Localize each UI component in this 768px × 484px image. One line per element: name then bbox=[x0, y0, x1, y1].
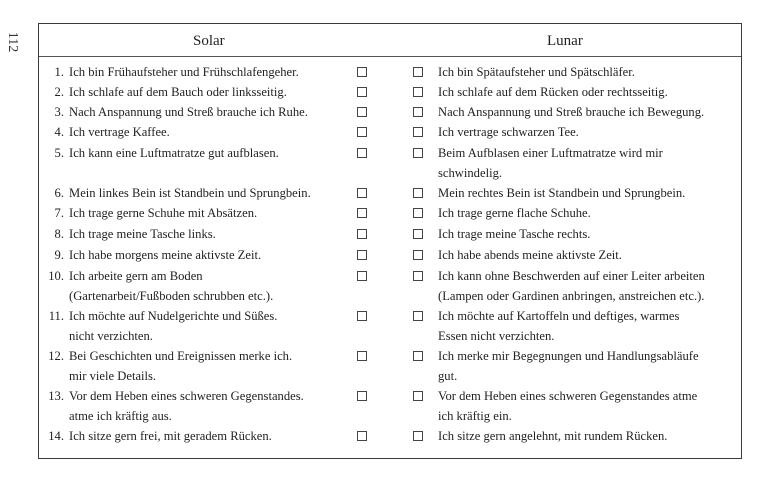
solar-checkbox[interactable] bbox=[357, 250, 367, 260]
lunar-statement bbox=[438, 224, 740, 244]
questionnaire-table bbox=[38, 23, 742, 459]
header-divider bbox=[39, 56, 741, 57]
row-number: 11. bbox=[48, 309, 64, 323]
lunar-statement bbox=[438, 183, 740, 203]
lunar-statement bbox=[438, 266, 740, 306]
row-number: 1. bbox=[54, 65, 64, 79]
row-number: 5. bbox=[54, 146, 64, 160]
lunar-statement-line: Ich trage gerne flache Schuhe. bbox=[438, 206, 591, 220]
solar-checkbox[interactable] bbox=[357, 107, 367, 117]
solar-statement bbox=[69, 346, 361, 386]
lunar-statement-line: Ich schlafe auf dem Rücken oder rechtsseitig. bbox=[438, 85, 668, 99]
lunar-statement-line: Ich vertrage schwarzen Tee. bbox=[438, 125, 579, 139]
lunar-statement-line: Vor dem Heben eines schweren Gegenstandes atme bbox=[438, 389, 698, 403]
lunar-checkbox[interactable] bbox=[413, 148, 423, 158]
lunar-checkbox[interactable] bbox=[413, 229, 423, 239]
row-number: 8. bbox=[54, 227, 64, 241]
lunar-checkbox[interactable] bbox=[413, 127, 423, 137]
lunar-statement-line: schwindelig. bbox=[438, 166, 503, 180]
solar-statement bbox=[69, 386, 361, 426]
lunar-statement bbox=[438, 203, 740, 223]
solar-statement bbox=[69, 203, 361, 223]
solar-statement-line: Ich trage meine Tasche links. bbox=[69, 227, 216, 241]
solar-checkbox[interactable] bbox=[357, 431, 367, 441]
solar-checkbox[interactable] bbox=[357, 67, 367, 77]
solar-statement bbox=[69, 102, 361, 122]
lunar-header: Lunar bbox=[547, 33, 583, 49]
solar-checkbox[interactable] bbox=[357, 188, 367, 198]
solar-statement-line: Mein linkes Bein ist Standbein und Sprungbein. bbox=[69, 186, 311, 200]
lunar-statement-line: Ich möchte auf Kartoffeln und deftiges, warmes bbox=[438, 309, 680, 323]
row-number: 12. bbox=[48, 349, 64, 363]
solar-statement bbox=[69, 266, 361, 306]
lunar-statement-line: Ich merke mir Begegnungen und Handlungsabläufe bbox=[438, 349, 699, 363]
solar-statement bbox=[69, 426, 361, 446]
lunar-checkbox[interactable] bbox=[413, 311, 423, 321]
solar-statement bbox=[69, 224, 361, 244]
solar-statement bbox=[69, 306, 361, 346]
lunar-checkbox[interactable] bbox=[413, 391, 423, 401]
solar-checkbox[interactable] bbox=[357, 351, 367, 361]
lunar-statement bbox=[438, 386, 740, 426]
lunar-checkbox[interactable] bbox=[413, 208, 423, 218]
lunar-statement bbox=[438, 82, 740, 102]
lunar-checkbox[interactable] bbox=[413, 431, 423, 441]
lunar-checkbox[interactable] bbox=[413, 107, 423, 117]
solar-statement-line: Nach Anspannung und Streß brauche ich Ruhe. bbox=[69, 105, 308, 119]
lunar-statement-line: Mein rechtes Bein ist Standbein und Sprungbein. bbox=[438, 186, 686, 200]
row-number: 3. bbox=[54, 105, 64, 119]
lunar-statement bbox=[438, 122, 740, 142]
solar-statement-line: (Gartenarbeit/Fußboden schrubben etc.). bbox=[69, 289, 274, 303]
lunar-statement bbox=[438, 245, 740, 265]
row-number: 7. bbox=[54, 206, 64, 220]
solar-statement-line: Ich sitze gern frei, mit geradem Rücken. bbox=[69, 429, 272, 443]
solar-statement-line: atme ich kräftig aus. bbox=[69, 409, 172, 423]
solar-statement-line: nicht verzichten. bbox=[69, 329, 153, 343]
row-number: 14. bbox=[48, 429, 64, 443]
solar-statement-line: Ich trage gerne Schuhe mit Absätzen. bbox=[69, 206, 258, 220]
solar-checkbox[interactable] bbox=[357, 271, 367, 281]
lunar-statement-line: Ich trage meine Tasche rechts. bbox=[438, 227, 591, 241]
solar-statement-line: Ich vertrage Kaffee. bbox=[69, 125, 170, 139]
row-number: 4. bbox=[54, 125, 64, 139]
solar-statement-line: Ich arbeite gern am Boden bbox=[69, 269, 203, 283]
row-number: 2. bbox=[54, 85, 64, 99]
solar-statement-line: Ich möchte auf Nudelgerichte und Süßes. bbox=[69, 309, 278, 323]
lunar-checkbox[interactable] bbox=[413, 250, 423, 260]
solar-statement-line: Ich schlafe auf dem Bauch oder linksseitig. bbox=[69, 85, 287, 99]
solar-header: Solar bbox=[193, 33, 225, 49]
solar-checkbox[interactable] bbox=[357, 208, 367, 218]
lunar-statement bbox=[438, 306, 740, 346]
lunar-statement-line: ich kräftig ein. bbox=[438, 409, 512, 423]
solar-statement bbox=[69, 183, 361, 203]
lunar-statement-line: Ich habe abends meine aktivste Zeit. bbox=[438, 248, 622, 262]
lunar-statement-line: Essen nicht verzichten. bbox=[438, 329, 555, 343]
solar-statement-line: Ich kann eine Luftmatratze gut aufblasen. bbox=[69, 146, 279, 160]
lunar-statement bbox=[438, 62, 740, 82]
lunar-statement-line: Ich bin Spätaufsteher und Spätschläfer. bbox=[438, 65, 635, 79]
lunar-statement-line: Beim Aufblasen einer Luftmatratze wird mir bbox=[438, 146, 663, 160]
lunar-statement-line: (Lampen oder Gardinen anbringen, anstreichen etc.). bbox=[438, 289, 705, 303]
solar-statement bbox=[69, 82, 361, 102]
lunar-checkbox[interactable] bbox=[413, 351, 423, 361]
lunar-checkbox[interactable] bbox=[413, 67, 423, 77]
solar-checkbox[interactable] bbox=[357, 87, 367, 97]
lunar-statement-line: gut. bbox=[438, 369, 458, 383]
page-number: 112 bbox=[5, 31, 20, 53]
solar-checkbox[interactable] bbox=[357, 311, 367, 321]
lunar-statement bbox=[438, 143, 740, 183]
lunar-statement bbox=[438, 426, 740, 446]
row-number: 10. bbox=[48, 269, 64, 283]
solar-statement bbox=[69, 143, 361, 163]
lunar-statement-line: Ich kann ohne Beschwerden auf einer Leiter arbeiten bbox=[438, 269, 705, 283]
lunar-statement bbox=[438, 102, 740, 122]
solar-statement-line: Ich habe morgens meine aktivste Zeit. bbox=[69, 248, 262, 262]
solar-statement-line: mir viele Details. bbox=[69, 369, 157, 383]
lunar-checkbox[interactable] bbox=[413, 87, 423, 97]
lunar-checkbox[interactable] bbox=[413, 188, 423, 198]
solar-checkbox[interactable] bbox=[357, 229, 367, 239]
row-number: 13. bbox=[48, 389, 64, 403]
lunar-checkbox[interactable] bbox=[413, 271, 423, 281]
solar-checkbox[interactable] bbox=[357, 127, 367, 137]
solar-statement bbox=[69, 62, 361, 82]
lunar-statement-line: Nach Anspannung und Streß brauche ich Bewegung. bbox=[438, 105, 705, 119]
solar-checkbox[interactable] bbox=[357, 391, 367, 401]
row-number: 9. bbox=[54, 248, 64, 262]
solar-statement-line: Bei Geschichten und Ereignissen merke ich. bbox=[69, 349, 293, 363]
solar-checkbox[interactable] bbox=[357, 148, 367, 158]
solar-statement-line: Vor dem Heben eines schweren Gegenstandes. bbox=[69, 389, 304, 403]
solar-statement bbox=[69, 122, 361, 142]
solar-statement-line: Ich bin Frühaufsteher und Frühschlafengeher. bbox=[69, 65, 299, 79]
row-number: 6. bbox=[54, 186, 64, 200]
lunar-statement bbox=[438, 346, 740, 386]
solar-statement bbox=[69, 245, 361, 265]
lunar-statement-line: Ich sitze gern angelehnt, mit rundem Rücken. bbox=[438, 429, 668, 443]
